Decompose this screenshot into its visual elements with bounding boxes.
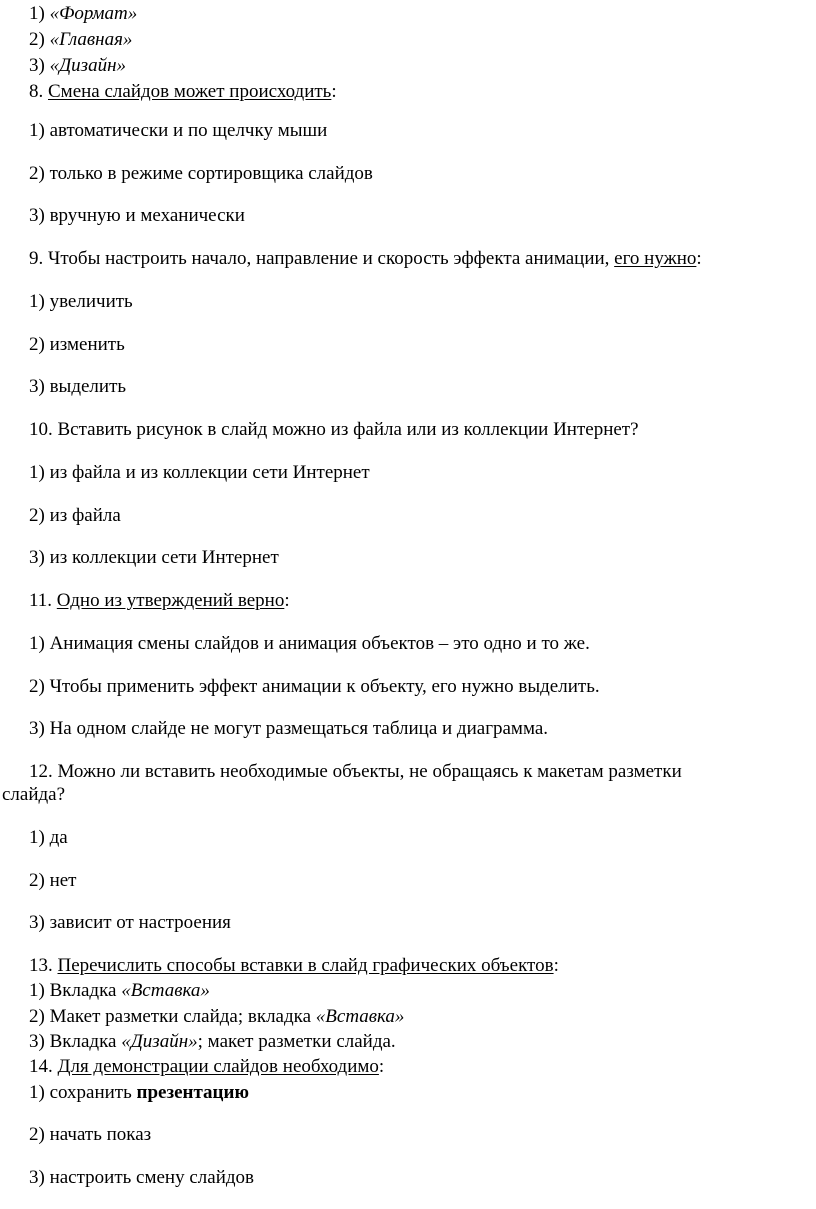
q13-option-3-suffix: ; макет разметки слайда. [197,1031,396,1052]
q10-option-1: 1) из файла и из коллекции сети Интернет [29,462,370,483]
q14-number: 14. [29,1056,58,1077]
q13-option-3-text: 3) Вкладка [29,1031,122,1052]
q10-question: 10. Вставить рисунок в слайд можно из файла или из коллекции Интернет? [29,419,639,440]
q13-option-3-italic: «Дизайн» [121,1031,198,1052]
q8-option-3: 3) вручную и механически [29,205,245,226]
q7-option-1 [29,3,137,25]
q9-question-text: 9. Чтобы настроить начало, направление и скорость эффекта анимации, [29,248,615,269]
q7-option-1-number: 1) [29,3,50,24]
q13-option-1-italic: «Вставка» [121,980,210,1001]
q7-option-3 [29,55,126,77]
q8-question-text: Смена слайдов может происходить [48,81,332,102]
q12-question-line-2: слайда? [2,784,66,805]
q7-option-3-text: «Дизайн» [49,55,127,76]
q9-colon: : [696,248,702,269]
q11-option-3: 3) На одном слайде не могут размещаться таблица и диаграмма. [29,718,549,739]
q14-option-1 [29,1082,249,1104]
q14-option-1-bold: презентацию [136,1082,249,1103]
q8-option-2: 2) только в режиме сортировщика слайдов [29,163,373,184]
q11-question [29,590,290,612]
q11-number: 11. [29,590,57,611]
q8-question [29,81,337,103]
q13-number: 13. [29,955,58,976]
q13-option-2-text: 2) Макет разметки слайда; вкладка [29,1006,316,1027]
q13-option-1-text: 1) Вкладка [29,980,122,1001]
q7-option-3-number: 3) [29,55,50,76]
q9-option-1: 1) увеличить [29,291,133,312]
q9-option-2: 2) изменить [29,334,125,355]
q11-option-2: 2) Чтобы применить эффект анимации к объекту, его нужно выделить. [29,676,600,697]
q9-underlined-text: его нужно [614,248,697,269]
q10-option-2: 2) из файла [29,505,121,526]
q14-question [29,1056,384,1078]
q7-option-1-text: «Формат» [49,3,138,24]
q14-option-2: 2) начать показ [29,1124,152,1145]
q13-option-2 [29,1006,404,1028]
q12-option-3: 3) зависит от настроения [29,912,231,933]
q14-option-3: 3) настроить смену слайдов [29,1167,254,1188]
q7-option-2-text: «Главная» [49,29,133,50]
q8-option-1: 1) автоматически и по щелчку мыши [29,120,328,141]
q13-colon: : [553,955,559,976]
q7-option-2 [29,29,132,51]
q13-question [29,955,559,977]
q14-colon: : [378,1056,385,1077]
q13-question-text: Перечислить способы вставки в слайд графических объектов [57,955,554,976]
q9-question [29,248,702,270]
q9-option-3: 3) выделить [29,376,127,397]
q10-option-3: 3) из коллекции сети Интернет [29,547,279,568]
q12-question-line-1: 12. Можно ли вставить необходимые объекты, не обращаясь к макетам разметки [29,761,682,782]
q13-option-3 [29,1031,396,1053]
q13-option-1 [29,980,210,1002]
q11-colon: : [284,590,290,611]
q7-option-2-number: 2) [29,29,50,50]
q11-question-text: Одно из утверждений верно [56,590,285,611]
q12-option-2: 2) нет [29,870,77,891]
q12-option-1: 1) да [29,827,68,848]
q13-option-2-italic: «Вставка» [315,1006,405,1027]
q14-option-1-text: 1) сохранить [29,1082,137,1103]
q8-number: 8. [29,81,48,102]
q14-question-text: Для демонстрации слайдов необходимо [57,1056,379,1077]
q8-colon: : [331,81,337,102]
q11-option-1: 1) Анимация смены слайдов и анимация объектов – это одно и то же. [29,633,590,654]
